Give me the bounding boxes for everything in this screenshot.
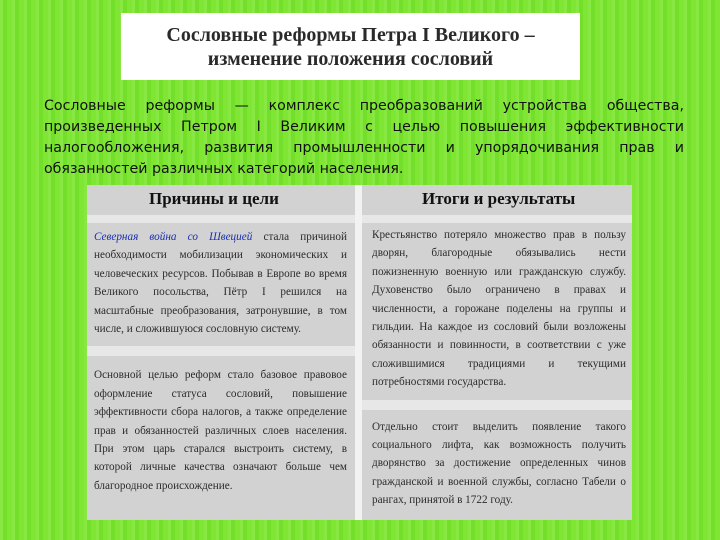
reforms-table-image	[87, 185, 632, 520]
results-paragraph-2: Отдельно стоит выделить появление такого социального лифта, как возможность получить дворянство за достижение определенных чинов гражданской и военной службы, согласно Табели о рангах, принятой в 1722 году.	[372, 420, 626, 507]
column-divider	[355, 185, 362, 520]
causes-column	[87, 185, 355, 520]
definition-paragraph	[44, 96, 684, 180]
slide-title-line-1: Сословные реформы Петра I Великого –	[166, 24, 535, 46]
slide-title	[121, 13, 580, 80]
results-heading: Итоги и результаты	[422, 189, 576, 208]
heading-band	[362, 215, 632, 223]
causes-heading: Причины и цели	[149, 189, 279, 208]
definition-term: Сословные реформы	[44, 98, 215, 114]
heading-band	[87, 215, 355, 223]
slide-title-line-2: изменение положения сословий	[207, 48, 494, 70]
paragraph-separator	[362, 400, 632, 410]
definition-text: — комплекс преобразований устройства общества, произведенных Петром I Великим с целью повышения эффективности налогообложения, развития промышленности и упорядочивания прав и обязанностей различных категорий населения.	[44, 98, 684, 177]
causes-paragraph-2: Основной целью реформ стало базовое правовое оформление статуса сословий, повышение эффективности сбора налогов, а также определение прав и обязанностей различных слоев населения. При этом царь старался выстроить систему, в которой личные качества означают больше чем благородное происхождение.	[94, 369, 347, 492]
paragraph-separator	[87, 346, 355, 356]
northern-war-link: Северная война со Швецией	[94, 231, 253, 243]
causes-paragraph-1	[87, 223, 355, 341]
results-column	[362, 185, 632, 520]
results-paragraph-1: Крестьянство потеряло множество прав в пользу дворян, благородные обязывались нести пожизненную военную или гражданскую службу. Духовенство было ограничено в правах и численности, а горожане поделены на группы и гильдии. На каждое из сословий были возложены обязанности и повинности, в соответствии с уже сложившимися традициями и текущими потребностями государства.	[372, 229, 626, 389]
causes-paragraph-1-text: стала причиной необходимости мобилизации экономических и человеческих ресурсов. Побывав в Европе во время Великого посольства, Пётр I решился на масштабные преобразования, затронувшие, в том числе, и сложившуюся сословную систему.	[94, 231, 347, 336]
